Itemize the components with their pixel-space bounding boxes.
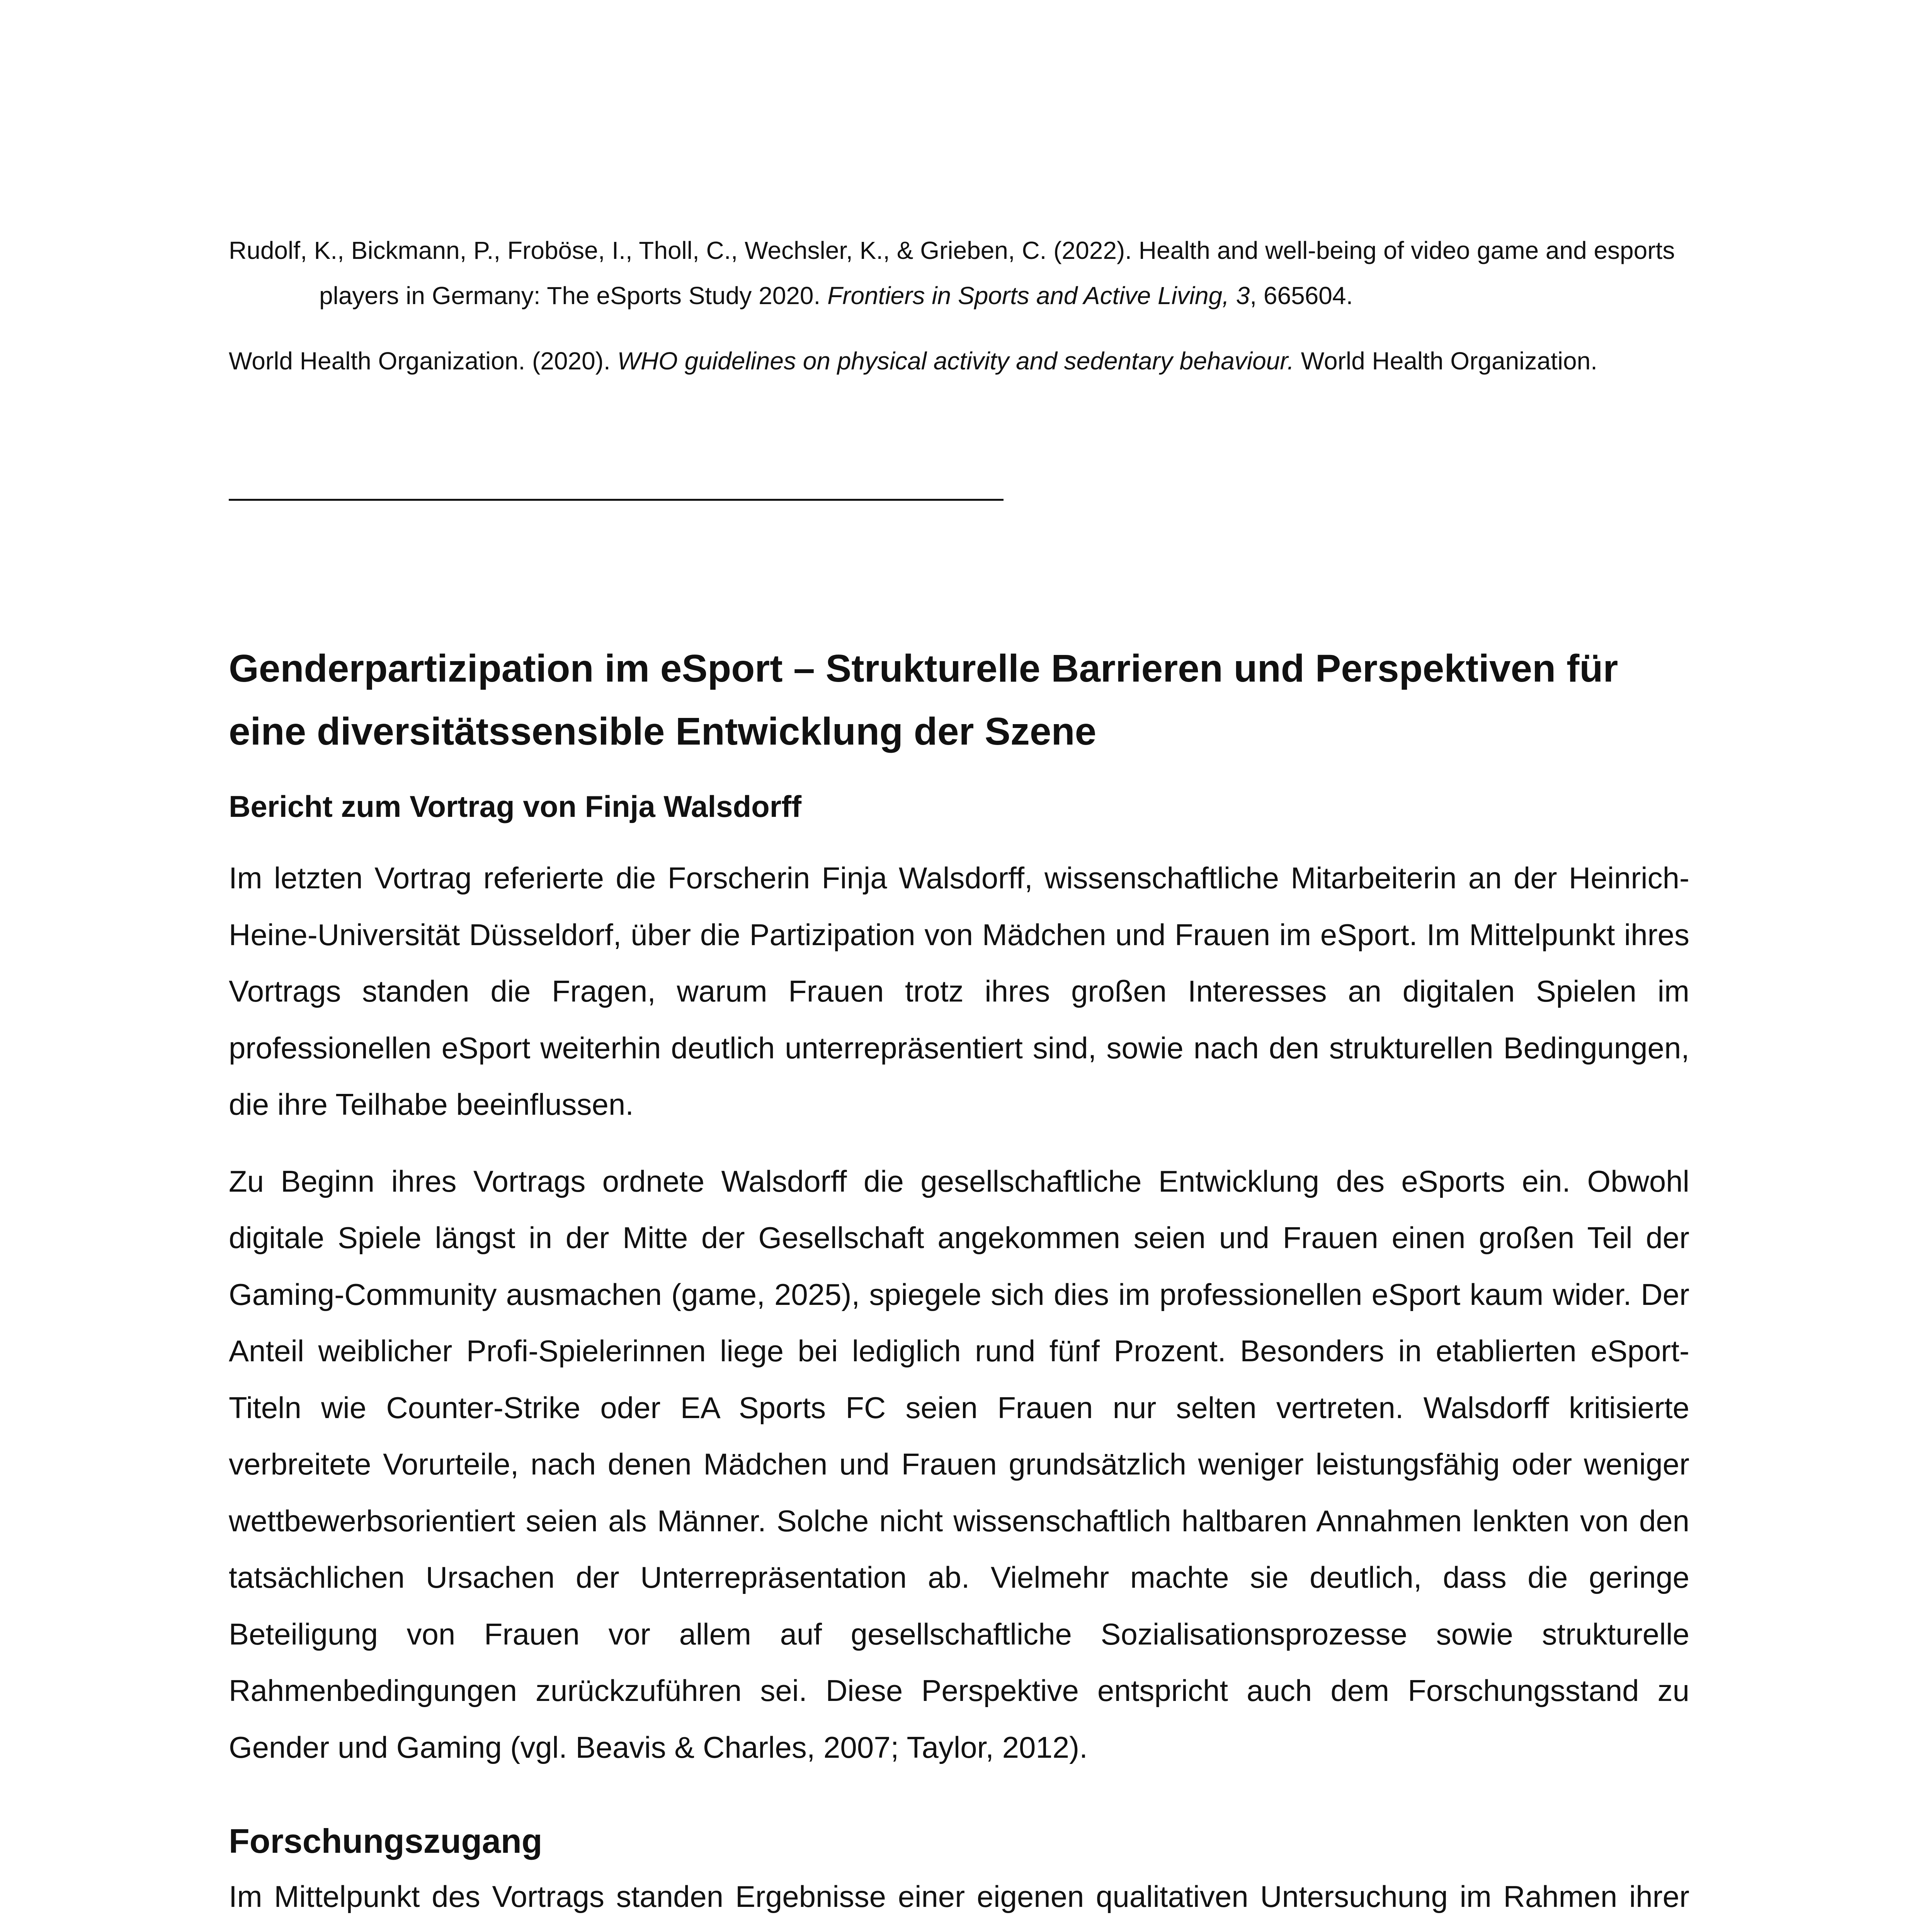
reference-pages: , 665604. [1250, 282, 1353, 310]
reference-text: Rudolf, K., Bickmann, P., Froböse, I., Tholl, C., Wechsler, K., & Grieben, C. (2022). Health and well-being of video game and esports players in Germany: The eSports Study 2020. [229, 236, 1675, 310]
body-paragraph: Im Mittelpunkt des Vortrags standen Ergebnisse einer eigenen qualitativen Untersuchung im Rahmen ihrer [229, 1879, 1689, 1913]
body-paragraph: Zu Beginn ihres Vortrags ordnete Walsdorff die gesellschaftliche Entwicklung des eSports ein. Obwohl digitale Spiele längst in der Mitte der Gesellschaft angekommen seien und Frauen einen großen Teil der Gaming-Community ausmachen (game, 2025), spiegele sich dies im professionellen eSport kaum wider. Der Anteil weiblicher Profi-Spielerinnen liege bei lediglich rund fünf Prozent. Besonders in etablierten eSport-Titeln wie Counter-Strike oder EA Sports FC seien Frauen nur selten vertreten. Walsdorff kritisierte verbreitete Vorurteile, nach denen Mädchen und Frauen grundsätzlich weniger leistungsfähig oder weniger wettbewerbsorientiert seien als Männer. Solche nicht wissenschaftlich haltbaren Annahmen lenkten von den tatsächlichen Ursachen der Unterrepräsentation ab. Vielmehr machte sie deutlich, dass die geringe Beteiligung von Frauen vor allem auf gesellschaftliche Sozialisationsprozesse sowie strukturelle Rahmenbedingungen zurückzuführen sei. Diese Perspektive entspricht auch dem Forschungsstand zu Gender und Gaming (vgl. Beavis & Charles, 2007; Taylor, 2012). [229, 1164, 1689, 1764]
reference-entry [229, 338, 1689, 384]
page-content [229, 228, 1689, 1932]
section-divider [229, 499, 1004, 501]
reference-title: WHO guidelines on physical activity and sedentary behaviour. [617, 347, 1294, 375]
article-subtitle: Bericht zum Vortrag von Finja Walsdorff [229, 789, 802, 823]
reference-list [229, 228, 1689, 384]
reference-entry [229, 228, 1689, 318]
reference-text: World Health Organization. (2020). [229, 347, 617, 375]
body-paragraph: Im letzten Vortrag referierte die Forscherin Finja Walsdorff, wissenschaftliche Mitarbeiterin an der Heinrich-Heine-Universität Düsseldorf, über die Partizipation von Mädchen und Frauen im eSport. Im Mittelpunkt ihres Vortrags standen die Fragen, warum Frauen trotz ihres großen Interesses an digitalen Spielen im professionellen eSport weiterhin deutlich unterrepräsentiert sind, sowie nach den strukturellen Bedingungen, die ihre Teilhabe beeinflussen. [229, 861, 1689, 1121]
reference-journal: Frontiers in Sports and Active Living, 3 [827, 282, 1250, 310]
reference-publisher: World Health Organization. [1294, 347, 1597, 375]
article-title: Genderpartizipation im eSport – Strukturelle Barrieren und Perspektiven für eine diversitätssensible Entwicklung der Szene [229, 647, 1618, 753]
section-heading: Forschungszugang [229, 1822, 543, 1860]
